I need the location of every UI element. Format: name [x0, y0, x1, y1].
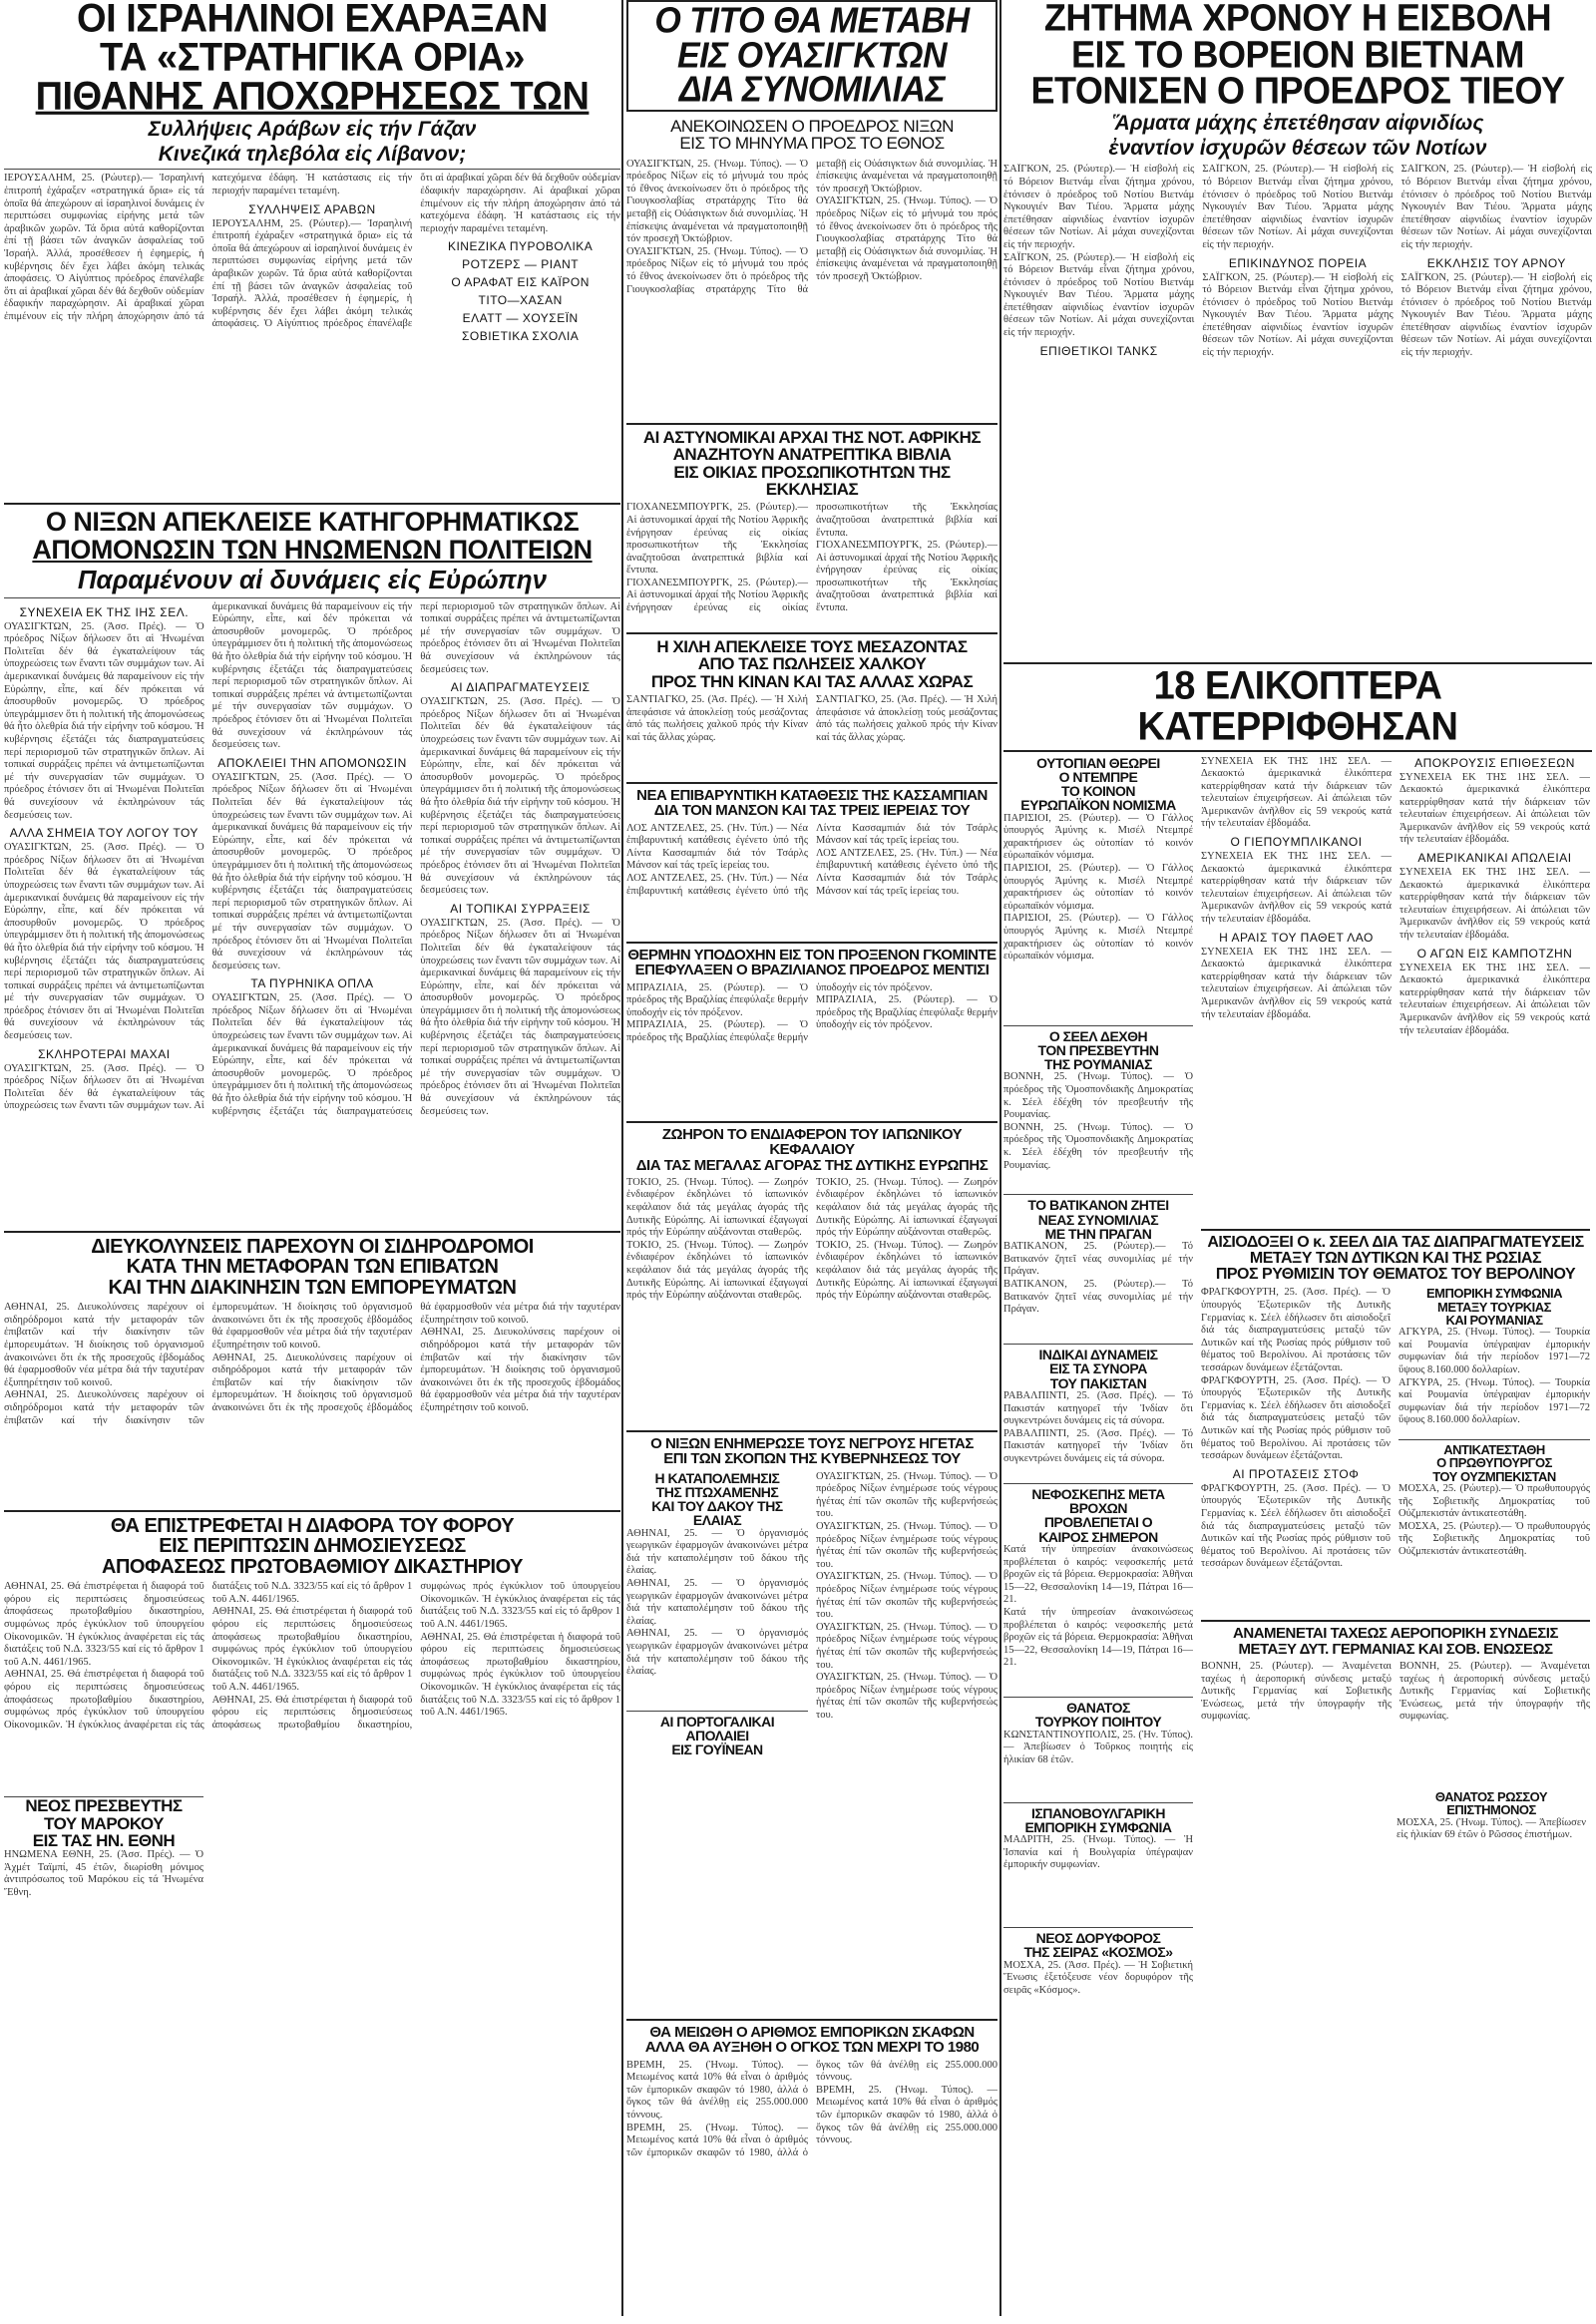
negro-body: ΟΥΑΣΙΓΚΤΩΝ, 25. (Ἡνωμ. Τύπος). — Ὁ πρόεδρος Νίξων ἐνημέρωσε τούς νέγρους ἡγέτας ἐπί τῶν σκοπῶν τῆς κυβερνήσεώς του.: [816, 1470, 998, 1520]
ships-article: [626, 2025, 998, 2324]
section-heading: ΚΙΝΕΖΙΚΑ ΠΥΡΟΒΟΛΙΚΑ: [447, 239, 594, 254]
section-heading: ΣΟΒΙΕΤΙΚΑ ΣΧΟΛΙΑ: [461, 329, 580, 344]
tito-headline-2: ΕΙΣ ΟΥΑΣΙΓΚΤΩΝ: [677, 35, 947, 76]
weather-body: Κατά τήν ὑπηρεσίαν ἀνακοινώσεως προβλέπεται ὁ καιρός: νεφοσκεπής μετά βροχῶν εἰς τά βόρεια. Θερμοκρασία: Ἀθῆναι 15—22, Θεσσαλονίκη 14—19, Πάτραι 16—21.: [1003, 1544, 1193, 1606]
olive-body: ΑΘΗΝΑΙ, 25. — Ὁ ὀργανισμός γεωργικῶν ἐφαρμογῶν ἀνακοινώνει μέτρα διά τήν καταπολέμησιν τοῦ δάκου τῆς ἐλαίας.: [626, 1578, 808, 1627]
column-divider: [999, 0, 1001, 2316]
nixon-headline-2: ΑΠΟΜΟΝΩΣΙΝ ΤΩΝ ΗΝΩΜΕΝΩΝ ΠΟΛΙΤΕΙΩΝ: [32, 534, 593, 565]
ntembre-body: ΠΑΡΙΣΙΟΙ, 25. (Ρώυτερ). — Ὁ Γάλλος ὑπουργός Ἀμύνης κ. Μισέλ Ντεμπρέ χαρακτήρισεν ὡς οὐτοπίαν τό κοινόν εὐρωπαϊκόν νόμισμα.: [1003, 913, 1193, 963]
portugal-headline-1: ΑΙ ΠΟΡΤΟΓΑΛΙΚΑΙ: [659, 1713, 775, 1730]
section-heading: ΑΙ ΔΙΑΠΡΑΓΜΑΤΕΥΣΕΙΣ: [450, 680, 591, 695]
vatican-body: ΒΑΤΙΚΑΝΟΝ, 25. (Ρώυτερ).— Τό Βατικανόν ζητεῖ νέας συνομιλίας μέ τήν Πράγαν.: [1003, 1241, 1193, 1278]
spain-headline-1: ΙΣΠΑΝΟΒΟΥΛΓΑΡΙΚΗ: [1031, 1804, 1165, 1821]
tito-headline-3: ΔΙΑ ΣΥΝΟΜΙΛΙΑΣ: [678, 70, 946, 111]
morocco-body: ΗΝΩΜΕΝΑ ΕΘΝΗ, 25. (Ἀσσ. Πρές). — Ὁ Ἀχμέτ Ταϊμπί, 45 ἐτῶν, διωρίσθη μόνιμος ἀντιπρόσωπος τοῦ Μαρόκου εἰς τά Ἡνωμένα Ἔθνη.: [4, 1849, 203, 1898]
helicopters-body: ΣΥΝΕΧΕΙΑ ΕΚ ΤΗΣ 1ΗΣ ΣΕΛ. — Δεκαοκτώ ἀμερικανικά ἑλικόπτερα κατερρίφθησαν κατά τήν διάρκειαν τῶν τελευταίων ἐπιχειρήσεων. Αἱ ἀπώλειαι τῶν Ἀμερικανῶν ἀνῆλθον εἰς 59 νεκρούς κατά τήν τελευταίαν ἑβδομάδα.: [1201, 755, 1392, 830]
israel-subhead-2: Κινεζικά τηλεβόλα εἰς Λίβανον;: [158, 143, 467, 167]
japan-body: ΤΟΚΙΟ, 25. (Ἡνωμ. Τύπος). — Ζωηρόν ἐνδιαφέρον ἐκδηλώνει τό ἰαπωνικόν κεφάλαιον διά τάς μεγάλας ἀγοράς τῆς Δυτικῆς Εὐρώπης. Αἱ ἰαπωνικαί ἐξαγωγαί πρός τήν Εὐρώπην αὐξάνονται σταθερῶς.: [816, 1176, 998, 1239]
section-heading: ΑΛΛΑ ΣΗΜΕΙΑ ΤΟΥ ΛΟΓΟΥ ΤΟΥ: [9, 826, 199, 841]
negro-body: ΟΥΑΣΙΓΚΤΩΝ, 25. (Ἡνωμ. Τύπος). — Ὁ πρόεδρος Νίξων ἐνημέρωσε τούς νέγρους ἡγέτας ἐπί τῶν σκοπῶν τῆς κυβερνήσεώς του.: [816, 1520, 998, 1570]
israel-body-2: ΙΕΡΟΥΣΑΛΗΜ, 25. (Ρώυτερ).— Ἰσραηλινή ἐπιτροπή ἐχάραξεν «στρατηγικά ὅρια» εἰς τά ὁποῖα θά ἀπεχώρουν αἱ ἰσραηλινοί δυνάμεις ἐν περιπτώσει συμφωνίας εἰρήνης μετά τῶν ἀραβικῶν χωρῶν. Τά ὅρια αὐτά καθορίζονται ἐπί τῇ βάσει τῶν ἀναγκῶν ἀσφαλείας τοῦ Ἰσραήλ. Ἀλλά, προσέθεσεν ἡ ἐφημερίς, ἡ κυβέρνησις δέν ἔχει λάβει ἀκόμη τελικάς ἀποφάσεις. Ὁ Αἰγύπτιος πρόεδρος ἐπανέλαβε ὅτι αἱ ἀραβικαί χῶραι δέν θά δεχθοῦν οὐδεμίαν ἐδαφικήν παραχώρησιν. Αἱ ἀραβικαί χῶραι ἐπιμένουν εἰς τήν πλήρη ἀποχώρησιν ἀπό τά κατεχόμενα ἐδάφη. Ἡ κατάστασις εἰς τήν περιοχήν παραμένει τεταμένη.: [211, 173, 620, 330]
africa-headline-3: ΕΙΣ ΟΙΚΙΑΣ ΠΡΟΣΩΠΙΚΟΤΗΤΩΝ ΤΗΣ ΕΚΚΛΗΣΙΑΣ: [673, 462, 951, 499]
vietnam-headline-3: ΕΤΟΝΙΣΕΝ Ο ΠΡΟΕΔΡΟΣ ΤΙΕΟΥ: [1030, 69, 1565, 113]
right-wide-column: [1201, 756, 1590, 2050]
obituary-headline-1: ΘΑΝΑΤΟΣ ΡΩΣΣΟΥ: [1434, 1789, 1548, 1805]
vietnam-article: [1003, 0, 1592, 658]
uzbek-headline-1: ΑΝΤΙΚΑΤΕΣΤΑΘΗ: [1443, 1442, 1545, 1458]
ships-headline-1: ΘΑ ΜΕΙΩΘΗ Ο ΑΡΙΘΜΟΣ ΕΜΠΟΡΙΚΩΝ ΣΚΑΦΩΝ: [649, 2025, 975, 2041]
nixon-headline-1: Ο ΝΙΞΩΝ ΑΠΕΚΛΕΙΣΕ ΚΑΤΗΓΟΡΗΜΑΤΙΚΩΣ: [45, 509, 580, 537]
ntembre-body: ΠΑΡΙΣΙΟΙ, 25. (Ρώυτερ). — Ὁ Γάλλος ὑπουργός Ἀμύνης κ. Μισέλ Ντεμπρέ χαρακτήρισεν ὡς οὐτοπίαν τό κοινόν εὐρωπαϊκόν νόμισμα.: [1003, 812, 1193, 862]
rail-headline-3: ΚΑΙ ΤΗΝ ΔΙΑΚΙΝΗΣΙΝ ΤΩΝ ΕΜΠΟΡΕΥΜΑΤΩΝ: [108, 1276, 517, 1299]
tax-body: ΑΘΗΝΑΙ, 25. Θά ἐπιστρέφεται ἡ διαφορά τοῦ φόρου εἰς περιπτώσεις δημοσιεύσεως ἀποφάσεως πρωτοβαθμίου δικαστηρίου, συμφώνως πρός ἐγκύκλιον τοῦ ὑπουργείου Οἰκονομικῶν. Ἡ ἐγκύκλιος ἀναφέρεται εἰς τάς διατάξεις τοῦ Ν.Δ. 3323/55 καί εἰς τό ἄρθρον 1 τοῦ Α.Ν. 4461/1965.: [420, 1631, 620, 1719]
section-heading: ΣΥΛΛΗΨΕΙΣ ΑΡΑΒΩΝ: [248, 201, 376, 216]
vietnam-headline-1: ΖΗΤΗΜΑ ΧΡΟΝΟΥ Η ΕΙΣΒΟΛΗ: [1043, 0, 1552, 39]
nixon-body: ΟΥΑΣΙΓΚΤΩΝ, 25. (Ἀσσ. Πρές). — Ὁ πρόεδρος Νίξων δήλωσεν ὅτι αἱ Ἡνωμέναι Πολιτεῖαι δέν θά ἐγκαταλείψουν τάς ὑποχρεώσεις των ἔναντι τῶν συμμάχων των. Αἱ ἀμερικανικαί δυνάμεις θά παραμείνουν εἰς τήν Εὐρώπην, εἶπε, καί δέν πρόκειται νά ἀποσυρθοῦν μονομερῶς. Ὁ πρόεδρος ὑπεγράμμισεν ὅτι ἡ πολιτική τῆς ἀπομονώσεως θά ἦτο ὀλεθρία διά τήν εἰρήνην τοῦ κόσμου. Ἡ κυβέρνησις ἐξετάζει τάς διαπραγματεύσεις περί περιορισμοῦ τῶν στρατηγικῶν ὅπλων. Αἱ τοπικαί συρράξεις πρέπει νά ἀντιμετωπίζωνται μέ τήν συνεργασίαν τῶν συμμάχων. Ὁ πρόεδρος ἐτόνισεν ὅτι αἱ Ἡνωμέναι Πολιτεῖαι θά συνεχίσουν νά ἐκπληρώνουν τάς δεσμεύσεις των.: [211, 600, 620, 1117]
section-heading: Ο ΑΓΩΝ ΕΙΣ ΚΑΜΠΟΤΖΗΝ: [1416, 946, 1573, 961]
israel-article: [4, 0, 620, 499]
weather-body: Κατά τήν ὑπηρεσίαν ἀνακοινώσεως προβλέπεται ὁ καιρός: νεφοσκεπής μετά βροχῶν εἰς τά βόρεια. Θερμοκρασία: Ἀθῆναι 15—22, Θεσσαλονίκη 14—19, Πάτραι 16—21.: [1003, 1606, 1193, 1669]
romania-headline-3: ΤΗΣ ΡΟΥΜΑΝΙΑΣ: [1044, 1056, 1152, 1073]
section-heading: ΕΚΚΛΗΣΙΣ ΤΟΥ ΑΡΝΟΥ: [1426, 255, 1566, 270]
section-heading: ΣΥΝΕΧΕΙΑ ΕΚ ΤΗΣ ΙΗΣ ΣΕΛ.: [19, 604, 190, 619]
ships-body: ΒΡΕΜΗ, 25. (Ἡνωμ. Τύπος). — Μειωμένος κατά 10% θά εἶναι ὁ ἀριθμός τῶν ἐμπορικῶν σκαφῶν τό 1980, ἀλλά ὁ ὄγκος τῶν θά ἀνέλθῃ εἰς 255.000.000 τόννους.: [816, 2084, 998, 2146]
tax-headline-3: ΑΠΟΦΑΣΕΩΣ ΠΡΩΤΟΒΑΘΜΙΟΥ ΔΙΚΑΣΤΗΡΙΟΥ: [102, 1555, 523, 1578]
column-right: [1003, 0, 1592, 2050]
uzbek-headline-2: Ο ΠΡΩΘΥΠΟΥΡΓΟΣ: [1436, 1455, 1552, 1471]
negro-body: ΟΥΑΣΙΓΚΤΩΝ, 25. (Ἡνωμ. Τύπος). — Ὁ πρόεδρος Νίξων ἐνημέρωσε τούς νέγρους ἡγέτας ἐπί τῶν σκοπῶν τῆς κυβερνήσεώς του.: [816, 1621, 998, 1671]
chile-headline-3: ΠΡΟΣ ΤΗΝ ΚΙΝΑΝ ΚΑΙ ΤΑΣ ΑΛΛΑΣ ΧΩΡΑΣ: [650, 671, 974, 691]
gowon-headline-1: ΘΕΡΜΗΝ ΥΠΟΔΟΧΗΝ ΕΙΣ ΤΟΝ ΠΡΟΞΕΝΟΝ ΓΚΟΜΙΝΤΕ: [627, 948, 997, 964]
section-heading: ΕΠΙΚΙΝΔΥΝΟΣ ΠΟΡΕΙΑ: [1228, 255, 1368, 270]
africa-headline-2: ΑΝΑΖΗΤΟΥΝ ΑΝΑΤΡΕΠΤΙΚΑ ΒΙΒΛΙΑ: [672, 445, 952, 465]
tito-subhead-1: ΑΝΕΚΟΙΝΩΣΕΝ Ο ΠΡΟΕΔΡΟΣ ΝΙΞΩΝ: [670, 117, 954, 137]
nixon-article: [4, 509, 620, 1227]
ships-headline-2: ΑΛΛΑ ΘΑ ΑΥΞΗΘΗ Ο ΟΓΚΟΣ ΤΩΝ ΜΕΧΡΙ ΤΟ 1980: [644, 2039, 980, 2057]
tito-body: ΟΥΑΣΙΓΚΤΩΝ, 25. (Ἡνωμ. Τύπος). — Ὁ πρόεδρος Νίξων εἰς τό μήνυμά του πρός τό ἔθνος ἀνεκοίνωσεν ὅτι ὁ πρόεδρος τῆς Γιουγκοσλαβίας στρατάρχης Τίτο θά μεταβῇ εἰς Οὐάσιγκτων διά συνομιλίας. Ἡ ἐπίσκεψις ἀναμένεται νά πραγματοποιηθῇ τόν προσεχῆ Ὀκτώβριον.: [816, 195, 998, 283]
tito-body: ΟΥΑΣΙΓΚΤΩΝ, 25. (Ἡνωμ. Τύπος). — Ὁ πρόεδρος Νίξων εἰς τό μήνυμά του πρός τό ἔθνος ἀνεκοίνωσεν ὅτι ὁ πρόεδρος τῆς Γιουγκοσλαβίας στρατάρχης Τίτο θά μεταβῇ εἰς Οὐάσιγκτων διά συνομιλίας. Ἡ ἐπίσκεψις ἀναμένεται νά πραγματοποιηθῇ τόν προσεχῆ Ὀκτώβριον.: [626, 158, 998, 295]
ntembre-headline-3: ΤΟ ΚΟΙΝΟΝ: [1061, 783, 1135, 800]
israel-headline-3: ΠΙΘΑΝΗΣ ΑΠΟΧΩΡΗΣΕΩΣ ΤΩΝ: [35, 74, 590, 119]
weather-headline-3: ΚΑΙΡΟΣ ΣΗΜΕΡΟΝ: [1038, 1528, 1158, 1545]
india-body: ΡΑΒΑΛΠΙΝΤΙ, 25. (Ἀσσ. Πρές). — Τό Πακιστάν κατηγορεῖ τήν Ἰνδίαν ὅτι συγκεντρώνει δυνάμεις εἰς τά σύνορα.: [1003, 1389, 1193, 1427]
vietnam-body: ΣΑΪΓΚΟΝ, 25. (Ρώυτερ).— Ἡ εἰσβολή εἰς τό Βόρειον Βιετνάμ εἶναι ζήτημα χρόνου, ἐτόνισεν ὁ πρόεδρος τοῦ Νοτίου Βιετνάμ Νγκουγιέν Βαν Τιέου. Ἅρματα μάχης ἐπετέθησαν αἰφνιδίως ἐναντίον ἰσχυρῶν θέσεων τῶν Νοτίων. Αἱ μάχαι συνεχίζονται εἰς τήν περιοχήν.: [1202, 164, 1394, 250]
kassabian-article: [626, 788, 998, 938]
section-heading: ΑΠΟΚΛΕΙΕΙ ΤΗΝ ΑΠΟΜΟΝΩΣΙΝ: [217, 755, 407, 770]
israel-headline-2: ΤΑ «ΣΤΡΑΤΗΓΙΚΑ ΟΡΙΑ»: [100, 35, 525, 80]
section-heading: ΡΟΤΖΕΡΣ — ΡΙΑΝΤ: [462, 257, 580, 272]
rail-body: ΑΘΗΝΑΙ, 25. Διευκολύνσεις παρέχουν οἱ σιδηρόδρομοι κατά τήν μεταφοράν τῶν ἐπιβατῶν καί τήν διακίνησιν τῶν ἐμπορευμάτων. Ἡ διοίκησις τοῦ ὀργανισμοῦ ἀνακοινώνει ὅτι ἐκ τῆς προσεχοῦς ἑβδομάδος θά ἐφαρμοσθοῦν νέα μέτρα διά τήν ταχυτέραν ἐξυπηρέτησιν τοῦ κοινοῦ.: [4, 1302, 413, 1426]
rail-body: ΑΘΗΝΑΙ, 25. Διευκολύνσεις παρέχουν οἱ σιδηρόδρομοι κατά τήν μεταφοράν τῶν ἐπιβατῶν καί τήν διακίνησιν τῶν ἐμπορευμάτων. Ἡ διοίκησις τοῦ ὀργανισμοῦ ἀνακοινώνει ὅτι ἐκ τῆς προσεχοῦς ἑβδομάδος θά ἐφαρμοσθοῦν νέα μέτρα διά τήν ταχυτέραν ἐξυπηρέτησιν τοῦ κοινοῦ.: [420, 1327, 620, 1413]
ships-body: ΒΡΕΜΗ, 25. (Ἡνωμ. Τύπος). — Μειωμένος κατά 10% θά εἶναι ὁ ἀριθμός τῶν ἐμπορικῶν σκαφῶν τό 1980, ἀλλά ὁ ὄγκος τῶν θά ἀνέλθῃ εἰς 255.000.000 τόννους.: [626, 2059, 808, 2121]
section-heading: ΕΠΙΘΕΤΙΚΟΙ ΤΑΝΚΣ: [1039, 343, 1158, 358]
gowon-headline-2: ΕΠΕΦΥΛΑΞΕΝ Ο ΒΡΑΖΙΛΙΑΝΟΣ ΠΡΟΕΔΡΟΣ ΜΕΝΤΙΣΙ: [634, 962, 990, 979]
tax-body: ΑΘΗΝΑΙ, 25. Θά ἐπιστρέφεται ἡ διαφορά τοῦ φόρου εἰς περιπτώσεις δημοσιεύσεως ἀποφάσεως πρωτοβαθμίου δικαστηρίου, συμφώνως πρός ἐγκύκλιον τοῦ ὑπουργείου Οἰκονομικῶν. Ἡ ἐγκύκλιος ἀναφέρεται εἰς τάς διατάξεις τοῦ Ν.Δ. 3323/55 καί εἰς τό ἄρθρον 1 τοῦ Α.Ν. 4461/1965.: [211, 1606, 413, 1693]
olive-headline-3: ΚΑΙ ΤΟΥ ΔΑΚΟΥ ΤΗΣ ΕΛΑΙΑΣ: [651, 1498, 783, 1529]
weather-headline-2: ΠΡΟΒΛΕΠΕΤΑΙ Ο: [1043, 1514, 1153, 1531]
nixon-subhead: Παραμένουν αἱ δυνάμεις εἰς Εὐρώπην: [77, 565, 548, 595]
ntembre-headline-2: Ο ΝΤΕΜΠΡΕ: [1058, 768, 1138, 785]
kassabian-headline-2: ΔΙΑ ΤΟΝ ΜΑΝΣΟΝ ΚΑΙ ΤΑΣ ΤΡΕΙΣ ΙΕΡΕΙΑΣ ΤΟΥ: [653, 802, 971, 820]
uzbek-body: ΜΟΣΧΑ, 25. (Ρώυτερ).— Ὁ πρωθυπουργός τῆς Σοβιετικῆς Δημοκρατίας τοῦ Οὐζμπεκιστάν ἀντικατεστάθη.: [1398, 1482, 1590, 1520]
ntembre-headline-4: ΕΥΡΩΠΑΪΚΟΝ ΝΟΜΙΣΜΑ: [1020, 797, 1176, 814]
rail-headline-1: ΔΙΕΥΚΟΛΥΝΣΕΙΣ ΠΑΡΕΧΟΥΝ ΟΙ ΣΙΔΗΡΟΔΡΟΜΟΙ: [91, 1237, 534, 1258]
uzbek-body: ΜΟΣΧΑ, 25. (Ρώυτερ).— Ὁ πρωθυπουργός τῆς Σοβιετικῆς Δημοκρατίας τοῦ Οὐζμπεκιστάν ἀντικατεστάθη.: [1398, 1520, 1590, 1557]
vietnam-subhead-1: Ἅρματα μάχης ἐπετέθησαν αἰφνιδίως: [1111, 112, 1484, 136]
satellite-headline-1: ΝΕΟΣ ΔΟΡΥΦΟΡΟΣ: [1035, 1930, 1161, 1947]
tax-body: ΑΘΗΝΑΙ, 25. Θά ἐπιστρέφεται ἡ διαφορά τοῦ φόρου εἰς περιπτώσεις δημοσιεύσεως ἀποφάσεως πρωτοβαθμίου δικαστηρίου, συμφώνως πρός ἐγκύκλιον τοῦ ὑπουργείου Οἰκονομικῶν. Ἡ ἐγκύκλιος ἀναφέρεται εἰς τάς διατάξεις τοῦ Ν.Δ. 3323/55 καί εἰς τό ἄρθρον 1 τοῦ Α.Ν. 4461/1965.: [4, 1581, 204, 1668]
vietnam-body: ΣΑΪΓΚΟΝ, 25. (Ρώυτερ).— Ἡ εἰσβολή εἰς τό Βόρειον Βιετνάμ εἶναι ζήτημα χρόνου, ἐτόνισεν ὁ πρόεδρος τοῦ Νοτίου Βιετνάμ Νγκουγιέν Βαν Τιέου. Ἅρματα μάχης ἐπετέθησαν αἰφνιδίως ἐναντίον ἰσχυρῶν θέσεων τῶν Νοτίων. Αἱ μάχαι συνεχίζονται εἰς τήν περιοχήν.: [1400, 164, 1592, 250]
tito-subhead-2: ΕΙΣ ΤΟ ΜΗΝΥΜΑ ΠΡΟΣ ΤΟ ΕΘΝΟΣ: [679, 134, 945, 154]
uzbek-headline-3: ΤΟΥ ΟΥΖΜΠΕΚΙΣΤΑΝ: [1432, 1468, 1556, 1484]
turkey-headline-2: ΜΕΤΑΞΥ ΤΟΥΡΚΙΑΣ: [1436, 1299, 1551, 1315]
negro-headline-1: Ο ΝΙΞΩΝ ΕΝΗΜΕΡΩΣΕ ΤΟΥΣ ΝΕΓΡΟΥΣ ΗΓΕΤΑΣ: [650, 1436, 974, 1452]
vatican-headline-1: ΤΟ ΒΑΤΙΚΑΝΟΝ ΖΗΤΕΙ: [1027, 1197, 1169, 1214]
india-headline-2: ΕΙΣ ΤΑ ΣΥΝΟΡΑ: [1049, 1360, 1147, 1377]
japan-article: [626, 1127, 998, 1426]
gowon-body: ΜΠΡΑΖΙΛΙΑ, 25. (Ρώυτερ). — Ὁ πρόεδρος τῆς Βραζιλίας ἐπεφύλαξε θερμήν ὑποδοχήν εἰς τόν πρόξενον.: [626, 981, 808, 1018]
turkey-headline-1: ΕΜΠΟΡΙΚΗ ΣΥΜΦΩΝΙΑ: [1426, 1286, 1562, 1302]
chile-article: [626, 638, 998, 778]
tax-article: [4, 1516, 620, 1935]
tax-body: ΑΘΗΝΑΙ, 25. Θά ἐπιστρέφεται ἡ διαφορά τοῦ φόρου εἰς περιπτώσεις δημοσιεύσεως ἀποφάσεως πρωτοβαθμίου δικαστηρίου, συμφώνως πρός ἐγκύκλιον τοῦ ὑπουργείου Οἰκονομικῶν. Ἡ ἐγκύκλιος ἀναφέρεται εἰς τάς διατάξεις τοῦ Ν.Δ. 3323/55 καί εἰς τό ἄρθρον 1 τοῦ Α.Ν. 4461/1965.: [211, 1581, 620, 1731]
nixon-body: ΟΥΑΣΙΓΚΤΩΝ, 25. (Ἀσσ. Πρές). — Ὁ πρόεδρος Νίξων δήλωσεν ὅτι αἱ Ἡνωμέναι Πολιτεῖαι δέν θά ἐγκαταλείψουν τάς ὑποχρεώσεις των ἔναντι τῶν συμμάχων των. Αἱ ἀμερικανικαί δυνάμεις θά παραμείνουν εἰς τήν Εὐρώπην, εἶπε, καί δέν πρόκειται νά ἀποσυρθοῦν μονομερῶς. Ὁ πρόεδρος ὑπεγράμμισεν ὅτι ἡ πολιτική τῆς ἀπομονώσεως θά ἦτο ὀλεθρία διά τήν εἰρήνην τοῦ κόσμου. Ἡ κυβέρνησις ἐξετάζει τάς διαπραγματεύσεις περί περιορισμοῦ τῶν στρατηγικῶν ὅπλων. Αἱ τοπικαί συρράξεις πρέπει νά ἀντιμετωπίζωνται μέ τήν συνεργασίαν τῶν συμμάχων. Ὁ πρόεδρος ἐτόνισεν ὅτι αἱ Ἡνωμέναι Πολιτεῖαι θά συνεχίσουν νά ἐκπληρώνουν τάς δεσμεύσεις των.: [420, 696, 620, 897]
ntembre-body: ΠΑΡΙΣΙΟΙ, 25. (Ρώυτερ). — Ὁ Γάλλος ὑπουργός Ἀμύνης κ. Μισέλ Ντεμπρέ χαρακτήρισεν ὡς οὐτοπίαν τό κοινόν εὐρωπαϊκόν νόμισμα.: [1003, 862, 1193, 912]
chile-body: ΣΑΝΤΙΑΓΚΟ, 25. (Ἀσ. Πρές). — Ἡ Χιλή ἀπεφάσισε νά ἀποκλείσῃ τούς μεσάζοντας ἀπό τάς πωλήσεις χαλκοῦ πρός τήν Κίναν καί τάς ἄλλας χώρας.: [626, 693, 808, 743]
section-heading: Ο ΓΙΕΠΟΥΜΠΛΙΚΑΝΟΙ: [1230, 835, 1363, 850]
satellite-headline-2: ΤΗΣ ΣΕΙΡΑΣ «ΚΟΣΜΟΣ»: [1023, 1944, 1173, 1961]
japan-headline-2: ΔΙΑ ΤΑΣ ΜΕΓΑΛΑΣ ΑΓΟΡΑΣ ΤΗΣ ΔΥΤΙΚΗΣ ΕΥΡΩΠΗΣ: [635, 1156, 989, 1174]
scheel-body: ΦΡΑΓΚΦΟΥΡΤΗ, 25. (Ἀσσ. Πρές). — Ὁ ὑπουργός Ἐξωτερικῶν τῆς Δυτικῆς Γερμανίας κ. Σέελ ἐδήλωσεν ὅτι αἰσιοδοξεῖ διά τάς διαπραγματεύσεις μεταξύ τῶν Δυτικῶν καί τῆς Ρωσίας πρός ρύθμισιν τοῦ θέματος τοῦ Βερολίνου. Αἱ προτάσεις τῶν τεσσάρων δυνάμεων ἐξετάζονται.: [1201, 1482, 1391, 1570]
israel-headline-1: ΟΙ ΙΣΡΑΗΛΙΝΟΙ ΕΧΑΡΑΞΑΝ: [77, 0, 548, 42]
chile-headline-2: ΑΠΟ ΤΑΣ ΠΩΛΗΣΕΙΣ ΧΑΛΚΟΥ: [697, 654, 927, 674]
air-link-body: ΒΟΝΝΗ, 25. (Ρώυτερ). — Ἀναμένεται ταχέως ἡ ἀεροπορική σύνδεσις μεταξύ Δυτικῆς Γερμανίας καί Σοβιετικῆς Ἑνώσεως, μετά τήν ὑπογραφήν τῆς συμφωνίας.: [1201, 1661, 1392, 1723]
kassabian-headline-1: ΝΕΑ ΕΠΙΒΑΡΥΝΤΙΚΗ ΚΑΤΑΘΕΣΙΣ ΤΗΣ ΚΑΣΣΑΜΠΙΑΝ: [636, 788, 988, 804]
section-heading: Η ΑΡΑΙΣ ΤΟΥ ΠΑΘΕΤ ΛΑΟ: [1219, 930, 1374, 945]
scheel-body: ΦΡΑΓΚΦΟΥΡΤΗ, 25. (Ἀσσ. Πρές). — Ὁ ὑπουργός Ἐξωτερικῶν τῆς Δυτικῆς Γερμανίας κ. Σέελ ἐδήλωσεν ὅτι αἰσιοδοξεῖ διά τάς διαπραγματεύσεις μεταξύ τῶν Δυτικῶν καί τῆς Ρωσίας πρός ρύθμισιν τοῦ θέματος τοῦ Βερολίνου. Αἱ προτάσεις τῶν τεσσάρων δυνάμεων ἐξετάζονται.: [1201, 1374, 1391, 1462]
olive-headline-2: ΤΗΣ ΠΤΩΧΑΜΕΝΗΣ: [655, 1483, 779, 1500]
kassabian-body: ΛΟΣ ΑΝΤΖΕΛΕΣ, 25. (Ἡν. Τύπ.) — Νέα ἐπιβαρυντική κατάθεσις ἐγένετο ὑπό τῆς Λίντα Κασσαμπιάν διά τόν Τσάρλς Μάνσον καί τάς τρεῖς ἱερείας του.: [626, 822, 998, 897]
helicopters-body: ΣΥΝΕΧΕΙΑ ΕΚ ΤΗΣ 1ΗΣ ΣΕΛ. — Δεκαοκτώ ἀμερικανικά ἑλικόπτερα κατερρίφθησαν κατά τήν διάρκειαν τῶν τελευταίων ἐπιχειρήσεων. Αἱ ἀπώλειαι τῶν Ἀμερικανῶν ἀνῆλθον εἰς 59 νεκρούς κατά τήν τελευταίαν ἑβδομάδα.: [1399, 867, 1590, 942]
tax-body: ΑΘΗΝΑΙ, 25. Θά ἐπιστρέφεται ἡ διαφορά τοῦ φόρου εἰς περιπτώσεις δημοσιεύσεως ἀποφάσεως πρωτοβαθμίου δικαστηρίου, συμφώνως πρός ἐγκύκλιον τοῦ ὑπουργείου Οἰκονομικῶν. Ἡ ἐγκύκλιος ἀναφέρεται εἰς τάς διατάξεις τοῦ Ν.Δ. 3323/55 καί εἰς τό ἄρθρον 1 τοῦ Α.Ν. 4461/1965.: [4, 1581, 413, 1731]
rail-article: [4, 1237, 620, 1506]
africa-body: ΓΙΟΧΑΝΕΣΜΠΟΥΡΓΚ, 25. (Ρώυτερ).— Αἱ ἀστυνομικαί ἀρχαί τῆς Νοτίου Ἀφρικῆς ἐνήργησαν ἐρεύνας εἰς οἰκίας προσωπικοτήτων τῆς Ἐκκλησίας ἀναζητοῦσαι ἀνατρεπτικά βιβλία καί ἔντυπα.: [626, 502, 998, 614]
column-divider: [621, 0, 623, 2316]
india-headline-3: ΤΟΥ ΠΑΚΙΣΤΑΝ: [1049, 1374, 1147, 1391]
rail-headline-2: ΚΑΤΑ ΤΗΝ ΜΕΤΑΦΟΡΑΝ ΤΩΝ ΕΠΙΒΑΤΩΝ: [126, 1256, 499, 1279]
israel-subhead-1: Συλλήψεις Αράβων εἰς τήν Γάζαν: [148, 118, 477, 142]
helicopters-headline: 18 ΕΛΙΚΟΠΤΕΡΑ ΚΑΤΕΡΡΙΦΘΗΣΑΝ: [1137, 663, 1458, 749]
section-heading: ΑΙ ΤΟΠΙΚΑΙ ΣΥΡΡΑΞΕΙΣ: [450, 901, 591, 916]
vietnam-subhead-2: ἐναντίον ἰσχυρῶν θέσεων τῶν Νοτίων: [1108, 137, 1487, 161]
turkey-body: ΑΓΚΥΡΑ, 25. (Ἡνωμ. Τύπος). — Τουρκία καί Ρουμανία ὑπέγραψαν ἐμπορικήν συμφωνίαν διά τήν περίοδον 1971—72 ὕψους 8.160.000 δολλαρίων.: [1398, 1327, 1590, 1375]
romania-headline-2: ΤΟΝ ΠΡΕΣΒΕΥΤΗΝ: [1037, 1041, 1159, 1058]
poet-headline-1: ΘΑΝΑΤΟΣ: [1066, 1700, 1130, 1717]
nixon-body: ΟΥΑΣΙΓΚΤΩΝ, 25. (Ἀσσ. Πρές). — Ὁ πρόεδρος Νίξων δήλωσεν ὅτι αἱ Ἡνωμέναι Πολιτεῖαι δέν θά ἐγκαταλείψουν τάς ὑποχρεώσεις των ἔναντι τῶν συμμάχων των. Αἱ ἀμερικανικαί δυνάμεις θά παραμείνουν εἰς τήν Εὐρώπην, εἶπε, καί δέν πρόκειται νά ἀποσυρθοῦν μονομερῶς. Ὁ πρόεδρος ὑπεγράμμισεν ὅτι ἡ πολιτική τῆς ἀπομονώσεως θά ἦτο ὀλεθρία διά τήν εἰρήνην τοῦ κόσμου. Ἡ κυβέρνησις ἐξετάζει τάς διαπραγματεύσεις περί περιορισμοῦ τῶν στρατηγικῶν ὅπλων. Αἱ τοπικαί συρράξεις πρέπει νά ἀντιμετωπίζωνται μέ τήν συνεργασίαν τῶν συμμάχων. Ὁ πρόεδρος ἐτόνισεν ὅτι αἱ Ἡνωμέναι Πολιτεῖαι θά συνεχίσουν νά ἐκπληρώνουν τάς δεσμεύσεις των.: [4, 620, 204, 821]
poet-headline-2: ΤΟΥΡΚΟΥ ΠΟΙΗΤΟΥ: [1034, 1714, 1162, 1731]
gowon-article: [626, 948, 998, 1117]
chile-body: ΣΑΝΤΙΑΓΚΟ, 25. (Ἀσ. Πρές). — Ἡ Χιλή ἀπεφάσισε νά ἀποκλείσῃ τούς μεσάζοντας ἀπό τάς πωλήσεις χαλκοῦ πρός τήν Κίναν καί τάς ἄλλας χώρας.: [816, 693, 998, 743]
olive-body: ΑΘΗΝΑΙ, 25. — Ὁ ὀργανισμός γεωργικῶν ἐφαρμογῶν ἀνακοινώνει μέτρα διά τήν καταπολέμησιν τοῦ δάκου τῆς ἐλαίας.: [626, 1628, 808, 1678]
air-link-body: ΒΟΝΝΗ, 25. (Ρώυτερ). — Ἀναμένεται ταχέως ἡ ἀεροπορική σύνδεσις μεταξύ Δυτικῆς Γερμανίας καί Σοβιετικῆς Ἑνώσεως, μετά τήν ὑπογραφήν τῆς συμφωνίας.: [1399, 1661, 1590, 1723]
japan-body: ΤΟΚΙΟ, 25. (Ἡνωμ. Τύπος). — Ζωηρόν ἐνδιαφέρον ἐκδηλώνει τό ἰαπωνικόν κεφάλαιον διά τάς μεγάλας ἀγοράς τῆς Δυτικῆς Εὐρώπης. Αἱ ἰαπωνικαί ἐξαγωγαί πρός τήν Εὐρώπην αὐξάνονται σταθερῶς.: [626, 1239, 808, 1302]
olive-body: ΑΘΗΝΑΙ, 25. — Ὁ ὀργανισμός γεωργικῶν ἐφαρμογῶν ἀνακοινώνει μέτρα διά τήν καταπολέμησιν τοῦ δάκου τῆς ἐλαίας.: [626, 1527, 808, 1577]
helicopters-body: ΣΥΝΕΧΕΙΑ ΕΚ ΤΗΣ 1ΗΣ ΣΕΛ. — Δεκαοκτώ ἀμερικανικά ἑλικόπτερα κατερρίφθησαν κατά τήν διάρκειαν τῶν τελευταίων ἐπιχειρήσεων. Αἱ ἀπώλειαι τῶν Ἀμερικανῶν ἀνῆλθον εἰς 59 νεκρούς κατά τήν τελευταίαν ἑβδομάδα.: [1399, 962, 1590, 1036]
nixon-body: ΟΥΑΣΙΓΚΤΩΝ, 25. (Ἀσσ. Πρές). — Ὁ πρόεδρος Νίξων δήλωσεν ὅτι αἱ Ἡνωμέναι Πολιτεῖαι δέν θά ἐγκαταλείψουν τάς ὑποχρεώσεις των ἔναντι τῶν συμμάχων των. Αἱ ἀμερικανικαί δυνάμεις θά παραμείνουν εἰς τήν Εὐρώπην, εἶπε, καί δέν πρόκειται νά ἀποσυρθοῦν μονομερῶς. Ὁ πρόεδρος ὑπεγράμμισεν ὅτι ἡ πολιτική τῆς ἀπομονώσεως θά ἦτο ὀλεθρία διά τήν εἰρήνην τοῦ κόσμου. Ἡ κυβέρνησις ἐξετάζει τάς διαπραγματεύσεις περί περιορισμοῦ τῶν στρατηγικῶν ὅπλων. Αἱ τοπικαί συρράξεις πρέπει νά ἀντιμετωπίζωνται μέ τήν συνεργασίαν τῶν συμμάχων. Ὁ πρόεδρος ἐτόνισεν ὅτι αἱ Ἡνωμέναι Πολιτεῖαι θά συνεχίσουν νά ἐκπληρώνουν τάς δεσμεύσεις των.: [4, 842, 204, 1042]
vietnam-body: ΣΑΪΓΚΟΝ, 25. (Ρώυτερ).— Ἡ εἰσβολή εἰς τό Βόρειον Βιετνάμ εἶναι ζήτημα χρόνου, ἐτόνισεν ὁ πρόεδρος τοῦ Νοτίου Βιετνάμ Νγκουγιέν Βαν Τιέου. Ἅρματα μάχης ἐπετέθησαν αἰφνιδίως ἐναντίον ἰσχυρῶν θέσεων τῶν Νοτίων. Αἱ μάχαι συνεχίζονται εἰς τήν περιοχήν.: [1202, 271, 1394, 359]
morocco-headline-1: ΝΕΟΣ ΠΡΕΣΒΕΥΤΗΣ: [25, 1796, 183, 1816]
morocco-headline-3: ΕΙΣ ΤΑΣ ΗΝ. ΕΘΝΗ: [32, 1830, 176, 1850]
scheel-headline-1: ΑΙΣΙΟΔΟΞΕΙ Ο κ. ΣΕΕΛ ΔΙΑ ΤΑΣ ΔΙΑΠΡΑΓΜΑΤΕΥΣΕΙΣ: [1207, 1233, 1584, 1251]
helicopters-body: ΣΥΝΕΧΕΙΑ ΕΚ ΤΗΣ 1ΗΣ ΣΕΛ. — Δεκαοκτώ ἀμερικανικά ἑλικόπτερα κατερρίφθησαν κατά τήν διάρκειαν τῶν τελευταίων ἐπιχειρήσεων. Αἱ ἀπώλειαι τῶν Ἀμερικανῶν ἀνῆλθον εἰς 59 νεκρούς κατά τήν τελευταίαν ἑβδομάδα.: [1201, 851, 1392, 926]
turkey-headline-3: ΚΑΙ ΡΟΥΜΑΝΙΑΣ: [1445, 1312, 1543, 1328]
japan-body: ΤΟΚΙΟ, 25. (Ἡνωμ. Τύπος). — Ζωηρόν ἐνδιαφέρον ἐκδηλώνει τό ἰαπωνικόν κεφάλαιον διά τάς μεγάλας ἀγοράς τῆς Δυτικῆς Εὐρώπης. Αἱ ἰαπωνικαί ἐξαγωγαί πρός τήν Εὐρώπην αὐξάνονται σταθερῶς.: [626, 1176, 808, 1239]
nixon-body: ΟΥΑΣΙΓΚΤΩΝ, 25. (Ἀσσ. Πρές). — Ὁ πρόεδρος Νίξων δήλωσεν ὅτι αἱ Ἡνωμέναι Πολιτεῖαι δέν θά ἐγκαταλείψουν τάς ὑποχρεώσεις των ἔναντι τῶν συμμάχων των. Αἱ ἀμερικανικαί δυνάμεις θά παραμείνουν εἰς τήν Εὐρώπην, εἶπε, καί δέν πρόκειται νά ἀποσυρθοῦν μονομερῶς. Ὁ πρόεδρος ὑπεγράμμισεν ὅτι ἡ πολιτική τῆς ἀπομονώσεως θά ἦτο ὀλεθρία διά τήν εἰρήνην τοῦ κόσμου. Ἡ κυβέρνησις ἐξετάζει τάς διαπραγματεύσεις περί περιορισμοῦ τῶν στρατηγικῶν ὅπλων. Αἱ τοπικαί συρράξεις πρέπει νά ἀντιμετωπίζωνται μέ τήν συνεργασίαν τῶν συμμάχων. Ὁ πρόεδρος ἐτόνισεν ὅτι αἱ Ἡνωμέναι Πολιτεῖαι θά συνεχίσουν νά ἐκπληρώνουν τάς δεσμεύσεις των.: [420, 917, 620, 1117]
morocco-headline-2: ΤΟΥ ΜΑΡΟΚΟΥ: [44, 1813, 164, 1833]
tito-headline-1: Ο ΤΙΤΟ ΘΑ ΜΕΤΑΒΗ: [654, 1, 970, 41]
vatican-headline-2: ΝΕΑΣ ΣΥΝΟΜΙΛΙΑΣ: [1037, 1211, 1159, 1228]
portugal-headline-3: ΕΙΣ ΓΟΥΪΝΕΑΝ: [671, 1742, 763, 1758]
portugal-headline-2: ΑΠΟΛΑΙΕΙ: [685, 1727, 749, 1743]
romania-body: ΒΟΝΝΗ, 25. (Ἡνωμ. Τύπος). — Ὁ πρόεδρος τῆς Ὁμοσπονδιακῆς Δημοκρατίας κ. Σέελ ἐδέχθη τόν πρεσβευτήν τῆς Ρουμανίας.: [1003, 1121, 1193, 1171]
africa-body: ΓΙΟΧΑΝΕΣΜΠΟΥΡΓΚ, 25. (Ρώυτερ).— Αἱ ἀστυνομικαί ἀρχαί τῆς Νοτίου Ἀφρικῆς ἐνήργησαν ἐρεύνας εἰς οἰκίας προσωπικοτήτων τῆς Ἐκκλησίας ἀναζητοῦσαι ἀνατρεπτικά βιβλία καί ἔντυπα.: [626, 502, 808, 577]
scheel-headline-2: ΜΕΤΑΞΥ ΤΩΝ ΔΥΤΙΚΩΝ ΚΑΙ ΤΗΣ ΡΩΣΙΑΣ: [1249, 1249, 1542, 1267]
vietnam-body: ΣΑΪΓΚΟΝ, 25. (Ρώυτερ).— Ἡ εἰσβολή εἰς τό Βόρειον Βιετνάμ εἶναι ζήτημα χρόνου, ἐτόνισεν ὁ πρόεδρος τοῦ Νοτίου Βιετνάμ Νγκουγιέν Βαν Τιέου. Ἅρματα μάχης ἐπετέθησαν αἰφνιδίως ἐναντίον ἰσχυρῶν θέσεων τῶν Νοτίων. Αἱ μάχαι συνεχίζονται εἰς τήν περιοχήν.: [1003, 251, 1195, 339]
japan-body: ΤΟΚΙΟ, 25. (Ἡνωμ. Τύπος). — Ζωηρόν ἐνδιαφέρον ἐκδηλώνει τό ἰαπωνικόν κεφάλαιον διά τάς μεγάλας ἀγοράς τῆς Δυτικῆς Εὐρώπης. Αἱ ἰαπωνικαί ἐξαγωγαί πρός τήν Εὐρώπην αὐξάνονται σταθερῶς.: [816, 1239, 998, 1302]
vatican-body: ΒΑΤΙΚΑΝΟΝ, 25. (Ρώυτερ).— Τό Βατικανόν ζητεῖ νέας συνομιλίας μέ τήν Πράγαν.: [1003, 1278, 1193, 1316]
negro-headline-2: ΕΠΙ ΤΩΝ ΣΚΟΠΩΝ ΤΗΣ ΚΥΒΕΡΝΗΣΕΩΣ ΤΟΥ: [663, 1450, 961, 1468]
section-heading: ΣΚΛΗΡΟΤΕΡΑΙ ΜΑΧΑΙ: [38, 1046, 171, 1061]
weather-headline-1: ΝΕΦΟΣΚΕΠΗΣ ΜΕΤΑ ΒΡΟΧΩΝ: [1031, 1485, 1165, 1517]
satellite-body: ΜΟΣΧΑ, 25. (Ἀσσ. Πρές). — Ἡ Σοβιετική Ἕνωσις ἐξετόξευσε νέον δορυφόρον τῆς σειρᾶς «Κόσμος».: [1003, 1959, 1193, 1996]
column-left: [4, 0, 620, 1935]
poet-body: ΚΩΝΣΤΑΝΤΙΝΟΥΠΟΛΙΣ, 25. (Ἡν. Τύπος). — Ἀπεβίωσεν ὁ Τοῦρκος ποιητής εἰς ἡλικίαν 68 ἐτῶν.: [1003, 1729, 1193, 1765]
scheel-headline-3: ΠΡΟΣ ΡΥΘΜΙΣΙΝ ΤΟΥ ΘΕΜΑΤΟΣ ΤΟΥ ΒΕΡΟΛΙΝΟΥ: [1215, 1266, 1576, 1284]
india-body: ΡΑΒΑΛΠΙΝΤΙ, 25. (Ἀσσ. Πρές). — Τό Πακιστάν κατηγορεῖ τήν Ἰνδίαν ὅτι συγκεντρώνει δυνάμεις εἰς τά σύνορα.: [1003, 1427, 1193, 1464]
right-lower-area: [1003, 756, 1592, 2050]
air-link-headline-1: ΑΝΑΜΕΝΕΤΑΙ ΤΑΧΕΩΣ ΑΕΡΟΠΟΡΙΚΗ ΣΥΝΔΕΣΙΣ: [1233, 1625, 1558, 1643]
kassabian-body: ΛΟΣ ΑΝΤΖΕΛΕΣ, 25. (Ἡν. Τύπ.) — Νέα ἐπιβαρυντική κατάθεσις ἐγένετο ὑπό τῆς Λίντα Κασσαμπιάν διά τόν Τσάρλς Μάνσον καί τάς τρεῖς ἱερείας του.: [626, 822, 808, 872]
rail-body: ΑΘΗΝΑΙ, 25. Διευκολύνσεις παρέχουν οἱ σιδηρόδρομοι κατά τήν μεταφοράν τῶν ἐπιβατῶν καί τήν διακίνησιν τῶν ἐμπορευμάτων. Ἡ διοίκησις τοῦ ὀργανισμοῦ ἀνακοινώνει ὅτι ἐκ τῆς προσεχοῦς ἑβδομάδος θά ἐφαρμοσθοῦν νέα μέτρα διά τήν ταχυτέραν ἐξυπηρέτησιν τοῦ κοινοῦ.: [4, 1302, 204, 1388]
africa-body: ΓΙΟΧΑΝΕΣΜΠΟΥΡΓΚ, 25. (Ρώυτερ).— Αἱ ἀστυνομικαί ἀρχαί τῆς Νοτίου Ἀφρικῆς ἐνήργησαν ἐρεύνας εἰς οἰκίας προσωπικοτήτων τῆς Ἐκκλησίας ἀναζητοῦσαι ἀνατρεπτικά βιβλία καί ἔντυπα.: [816, 540, 998, 614]
air-link-headline-2: ΜΕΤΑΞΥ ΔΥΤ. ΓΕΡΜΑΝΙΑΣ ΚΑΙ ΣΟΒ. ΕΝΩΣΕΩΣ: [1238, 1640, 1553, 1658]
turkey-body: ΑΓΚΥΡΑ, 25. (Ἡνωμ. Τύπος). — Τουρκία καί Ρουμανία ὑπέγραψαν ἐμπορικήν συμφωνίαν διά τήν περίοδον 1971—72 ὕψους 8.160.000 δολλαρίων.: [1398, 1376, 1590, 1426]
gowon-body: ΜΠΡΑΖΙΛΙΑ, 25. (Ρώυτερ). — Ὁ πρόεδρος τῆς Βραζιλίας ἐπεφύλαξε θερμήν ὑποδοχήν εἰς τόν πρόξενον.: [816, 994, 998, 1031]
israel-body: ΙΕΡΟΥΣΑΛΗΜ, 25. (Ρώυτερ).— Ἰσραηλινή ἐπιτροπή ἐχάραξεν «στρατηγικά ὅρια» εἰς τά ὁποῖα θά ἀπεχώρουν αἱ ἰσραηλινοί δυνάμεις ἐν περιπτώσει συμφωνίας εἰρήνης μετά τῶν ἀραβικῶν χωρῶν. Τά ὅρια αὐτά καθορίζονται ἐπί τῇ βάσει τῶν ἀναγκῶν ἀσφαλείας τοῦ Ἰσραήλ. Ἀλλά, προσέθεσεν ἡ ἐφημερίς, ἡ κυβέρνησις δέν ἔχει λάβει ἀκόμη τελικάς ἀποφάσεις. Ὁ Αἰγύπτιος πρόεδρος ἐπανέλαβε ὅτι αἱ ἀραβικαί χῶραι δέν θά δεχθοῦν οὐδεμίαν ἐδαφικήν παραχώρησιν. Αἱ ἀραβικαί χῶραι ἐπιμένουν εἰς τήν πλήρη ἀποχώρησιν ἀπό τά κατεχόμενα ἐδάφη. Ἡ κατάστασις εἰς τήν περιοχήν παραμένει τεταμένη.: [4, 173, 413, 322]
section-heading: ΤΙΤΟ—ΧΑΣΑΝ: [478, 293, 563, 308]
rail-body: ΑΘΗΝΑΙ, 25. Διευκολύνσεις παρέχουν οἱ σιδηρόδρομοι κατά τήν μεταφοράν τῶν ἐπιβατῶν καί τήν διακίνησιν τῶν ἐμπορευμάτων. Ἡ διοίκησις τοῦ ὀργανισμοῦ ἀνακοινώνει ὅτι ἐκ τῆς προσεχοῦς ἑβδομάδος θά ἐφαρμοσθοῦν νέα μέτρα διά τήν ταχυτέραν ἐξυπηρέτησιν τοῦ κοινοῦ.: [211, 1302, 620, 1413]
tito-body: ΟΥΑΣΙΓΚΤΩΝ, 25. (Ἡνωμ. Τύπος). — Ὁ πρόεδρος Νίξων εἰς τό μήνυμά του πρός τό ἔθνος ἀνεκοίνωσεν ὅτι ὁ πρόεδρος τῆς Γιουγκοσλαβίας στρατάρχης Τίτο θά μεταβῇ εἰς Οὐάσιγκτων διά συνομιλίας. Ἡ ἐπίσκεψις ἀναμένεται νά πραγματοποιηθῇ τόν προσεχῆ Ὀκτώβριον.: [626, 158, 808, 245]
kassabian-body: ΛΟΣ ΑΝΤΖΕΛΕΣ, 25. (Ἡν. Τύπ.) — Νέα ἐπιβαρυντική κατάθεσις ἐγένετο ὑπό τῆς Λίντα Κασσαμπιάν διά τόν Τσάρλς Μάνσον καί τάς τρεῖς ἱερείας του.: [816, 847, 998, 897]
obituary-headline-2: ΕΠΙΣΤΗΜΟΝΟΣ: [1446, 1802, 1536, 1818]
vietnam-headline-2: ΕΙΣ ΤΟ ΒΟΡΕΙΟΝ ΒΙΕΤΝΑΜ: [1071, 32, 1524, 76]
obituary-body: ΜΟΣΧΑ, 25. (Ἡνωμ. Τύπος). — Ἀπεβίωσεν εἰς ἡλικίαν 69 ἐτῶν ὁ Ρῶσσος ἐπιστήμων.: [1396, 1816, 1586, 1841]
scheel-body: ΦΡΑΓΚΦΟΥΡΤΗ, 25. (Ἀσσ. Πρές). — Ὁ ὑπουργός Ἐξωτερικῶν τῆς Δυτικῆς Γερμανίας κ. Σέελ ἐδήλωσεν ὅτι αἰσιοδοξεῖ διά τάς διαπραγματεύσεις μεταξύ τῶν Δυτικῶν καί τῆς Ρωσίας πρός ρύθμισιν τοῦ θέματος τοῦ Βερολίνου. Αἱ προτάσεις τῶν τεσσάρων δυνάμεων ἐξετάζονται.: [1201, 1287, 1391, 1373]
negro-leaders-article: [626, 1436, 998, 2015]
column-middle: [626, 0, 998, 2324]
section-heading: ΕΛΑΤΤ — ΧΟΥΣΕΪΝ: [462, 311, 579, 326]
india-headline-1: ΙΝΔΙΚΑΙ ΔΥΝΑΜΕΙΣ: [1038, 1347, 1158, 1363]
nixon-body: ΟΥΑΣΙΓΚΤΩΝ, 25. (Ἀσσ. Πρές). — Ὁ πρόεδρος Νίξων δήλωσεν ὅτι αἱ Ἡνωμέναι Πολιτεῖαι δέν θά ἐγκαταλείψουν τάς ὑποχρεώσεις των ἔναντι τῶν συμμάχων των. Αἱ ἀμερικανικαί δυνάμεις θά παραμείνουν εἰς τήν Εὐρώπην, εἶπε, καί δέν πρόκειται νά ἀποσυρθοῦν μονομερῶς. Ὁ πρόεδρος ὑπεγράμμισεν ὅτι ἡ πολιτική τῆς ἀπομονώσεως θά ἦτο ὀλεθρία διά τήν εἰρήνην τοῦ κόσμου. Ἡ κυβέρνησις ἐξετάζει τάς διαπραγματεύσεις περί περιορισμοῦ τῶν στρατηγικῶν ὅπλων. Αἱ τοπικαί συρράξεις πρέπει νά ἀντιμετωπίζωνται μέ τήν συνεργασίαν τῶν συμμάχων. Ὁ πρόεδρος ἐτόνισεν ὅτι αἱ Ἡνωμέναι Πολιτεῖαι θά συνεχίσουν νά ἐκπληρώνουν τάς δεσμεύσεις των.: [211, 771, 413, 971]
tito-article: [626, 0, 998, 419]
gowon-body: ΜΠΡΑΖΙΛΙΑ, 25. (Ρώυτερ). — Ὁ πρόεδρος τῆς Βραζιλίας ἐπεφύλαξε θερμήν ὑποδοχήν εἰς τόν πρόξενον.: [626, 981, 933, 1043]
spain-headline-2: ΕΜΠΟΡΙΚΗ ΣΥΜΦΩΝΙΑ: [1024, 1818, 1172, 1835]
spain-body: ΜΑΔΡΙΤΗ, 25. (Ἡνωμ. Τύπος). — Ἡ Ἱσπανία καί ἡ Βουλγαρία ὑπέγραψαν ἐμπορικήν συμφωνίαν.: [1003, 1834, 1193, 1871]
right-narrow-column: [1003, 756, 1193, 2050]
section-heading: Ο ΑΡΑΦΑΤ ΕΙΣ ΚΑΪΡΟΝ: [451, 275, 590, 290]
section-heading: ΑΙ ΠΡΟΤΑΣΕΙΣ ΣΤΟΦ: [1232, 1466, 1360, 1481]
africa-article: [626, 429, 998, 628]
vietnam-body: ΣΑΪΓΚΟΝ, 25. (Ρώυτερ).— Ἡ εἰσβολή εἰς τό Βόρειον Βιετνάμ εἶναι ζήτημα χρόνου, ἐτόνισεν ὁ πρόεδρος τοῦ Νοτίου Βιετνάμ Νγκουγιέν Βαν Τιέου. Ἅρματα μάχης ἐπετέθησαν αἰφνιδίως ἐναντίον ἰσχυρῶν θέσεων τῶν Νοτίων. Αἱ μάχαι συνεχίζονται εἰς τήν περιοχήν.: [1003, 164, 1195, 250]
romania-body: ΒΟΝΝΗ, 25. (Ἡνωμ. Τύπος). — Ὁ πρόεδρος τῆς Ὁμοσπονδιακῆς Δημοκρατίας κ. Σέελ ἐδέχθη τόν πρεσβευτήν τῆς Ρουμανίας.: [1003, 1071, 1193, 1121]
section-heading: ΑΠΟΚΡΟΥΣΙΣ ΕΠΙΘΕΣΕΩΝ: [1414, 755, 1575, 770]
ships-body: ΒΡΕΜΗ, 25. (Ἡνωμ. Τύπος). — Μειωμένος κατά 10% θά εἶναι ὁ ἀριθμός τῶν ἐμπορικῶν σκαφῶν τό 1980, ἀλλά ὁ ὄγκος τῶν θά ἀνέλθῃ εἰς 255.000.000 τόννους.: [626, 2059, 998, 2158]
romania-headline-1: Ο ΣΕΕΛ ΔΕΧΘΗ: [1048, 1027, 1148, 1044]
nixon-body: ΟΥΑΣΙΓΚΤΩΝ, 25. (Ἀσσ. Πρές). — Ὁ πρόεδρος Νίξων δήλωσεν ὅτι αἱ Ἡνωμέναι Πολιτεῖαι δέν θά ἐγκαταλείψουν τάς ὑποχρεώσεις των ἔναντι τῶν συμμάχων των. Αἱ ἀμερικανικαί δυνάμεις θά παραμείνουν εἰς τήν Εὐρώπην, εἶπε, καί δέν πρόκειται νά ἀποσυρθοῦν μονομερῶς. Ὁ πρόεδρος ὑπεγράμμισεν ὅτι ἡ πολιτική τῆς ἀπομονώσεως θά ἦτο ὀλεθρία διά τήν εἰρήνην τοῦ κόσμου. Ἡ κυβέρνησις ἐξετάζει τάς διαπραγματεύσεις περί περιορισμοῦ τῶν στρατηγικῶν ὅπλων. Αἱ τοπικαί συρράξεις πρέπει νά ἀντιμετωπίζωνται μέ τήν συνεργασίαν τῶν συμμάχων. Ὁ πρόεδρος ἐτόνισεν ὅτι αἱ Ἡνωμέναι Πολιτεῖαι θά συνεχίσουν νά ἐκπληρώνουν τάς δεσμεύσεις των.: [4, 600, 413, 1112]
negro-body: ΟΥΑΣΙΓΚΤΩΝ, 25. (Ἡνωμ. Τύπος). — Ὁ πρόεδρος Νίξων ἐνημέρωσε τούς νέγρους ἡγέτας ἐπί τῶν σκοπῶν τῆς κυβερνήσεώς του.: [816, 1672, 998, 1721]
helicopters-body: ΣΥΝΕΧΕΙΑ ΕΚ ΤΗΣ 1ΗΣ ΣΕΛ. — Δεκαοκτώ ἀμερικανικά ἑλικόπτερα κατερρίφθησαν κατά τήν διάρκειαν τῶν τελευταίων ἐπιχειρήσεων. Αἱ ἀπώλειαι τῶν Ἀμερικανῶν ἀνῆλθον εἰς 59 νεκρούς κατά τήν τελευταίαν ἑβδομάδα.: [1399, 771, 1590, 846]
vatican-headline-3: ΜΕ ΤΗΝ ΠΡΑΓΑΝ: [1044, 1225, 1152, 1242]
olive-headline-1: Η ΚΑΤΑΠΟΛΕΜΗΣΙΣ: [654, 1469, 780, 1486]
helicopters-body: ΣΥΝΕΧΕΙΑ ΕΚ ΤΗΣ 1ΗΣ ΣΕΛ. — Δεκαοκτώ ἀμερικανικά ἑλικόπτερα κατερρίφθησαν κατά τήν διάρκειαν τῶν τελευταίων ἐπιχειρήσεων. Αἱ ἀπώλειαι τῶν Ἀμερικανῶν ἀνῆλθον εἰς 59 νεκρούς κατά τήν τελευταίαν ἑβδομάδα.: [1201, 946, 1392, 1020]
africa-headline-1: ΑΙ ΑΣΤΥΝΟΜΙΚΑΙ ΑΡΧΑΙ ΤΗΣ ΝΟΤ. ΑΦΡΙΚΗΣ: [642, 429, 982, 447]
chile-headline-1: Η ΧΙΛΗ ΑΠΕΚΛΕΙΣΕ ΤΟΥΣ ΜΕΣΑΖΟΝΤΑΣ: [656, 638, 968, 656]
section-heading: ΑΜΕΡΙΚΑΝΙΚΑΙ ΑΠΩΛΕΙΑΙ: [1417, 851, 1572, 866]
tax-headline-2: ΕΙΣ ΠΕΡΙΠΤΩΣΙΝ ΔΗΜΟΣΙΕΥΣΕΩΣ: [159, 1535, 466, 1558]
vietnam-body: ΣΑΪΓΚΟΝ, 25. (Ρώυτερ).— Ἡ εἰσβολή εἰς τό Βόρειον Βιετνάμ εἶναι ζήτημα χρόνου, ἐτόνισεν ὁ πρόεδρος τοῦ Νοτίου Βιετνάμ Νγκουγιέν Βαν Τιέου. Ἅρματα μάχης ἐπετέθησαν αἰφνιδίως ἐναντίον ἰσχυρῶν θέσεων τῶν Νοτίων. Αἱ μάχαι συνεχίζονται εἰς τήν περιοχήν.: [1400, 271, 1592, 359]
tax-headline-1: ΘΑ ΕΠΙΣΤΡΕΦΕΤΑΙ Η ΔΙΑΦΟΡΑ ΤΟΥ ΦΟΡΟΥ: [110, 1516, 515, 1537]
japan-headline-1: ΖΩΗΡΟΝ ΤΟ ΕΝΔΙΑΦΕΡΟΝ ΤΟΥ ΙΑΠΩΝΙΚΟΥ ΚΕΦΑΛΑΙΟΥ: [661, 1127, 963, 1159]
negro-body: ΟΥΑΣΙΓΚΤΩΝ, 25. (Ἡνωμ. Τύπος). — Ὁ πρόεδρος Νίξων ἐνημέρωσε τούς νέγρους ἡγέτας ἐπί τῶν σκοπῶν τῆς κυβερνήσεώς του.: [816, 1571, 998, 1621]
section-heading: ΤΑ ΠΥΡΗΝΙΚΑ ΟΠΛΑ: [250, 976, 374, 991]
ntembre-headline-1: ΟΥΤΟΠΙΑΝ ΘΕΩΡΕΙ: [1036, 754, 1160, 771]
